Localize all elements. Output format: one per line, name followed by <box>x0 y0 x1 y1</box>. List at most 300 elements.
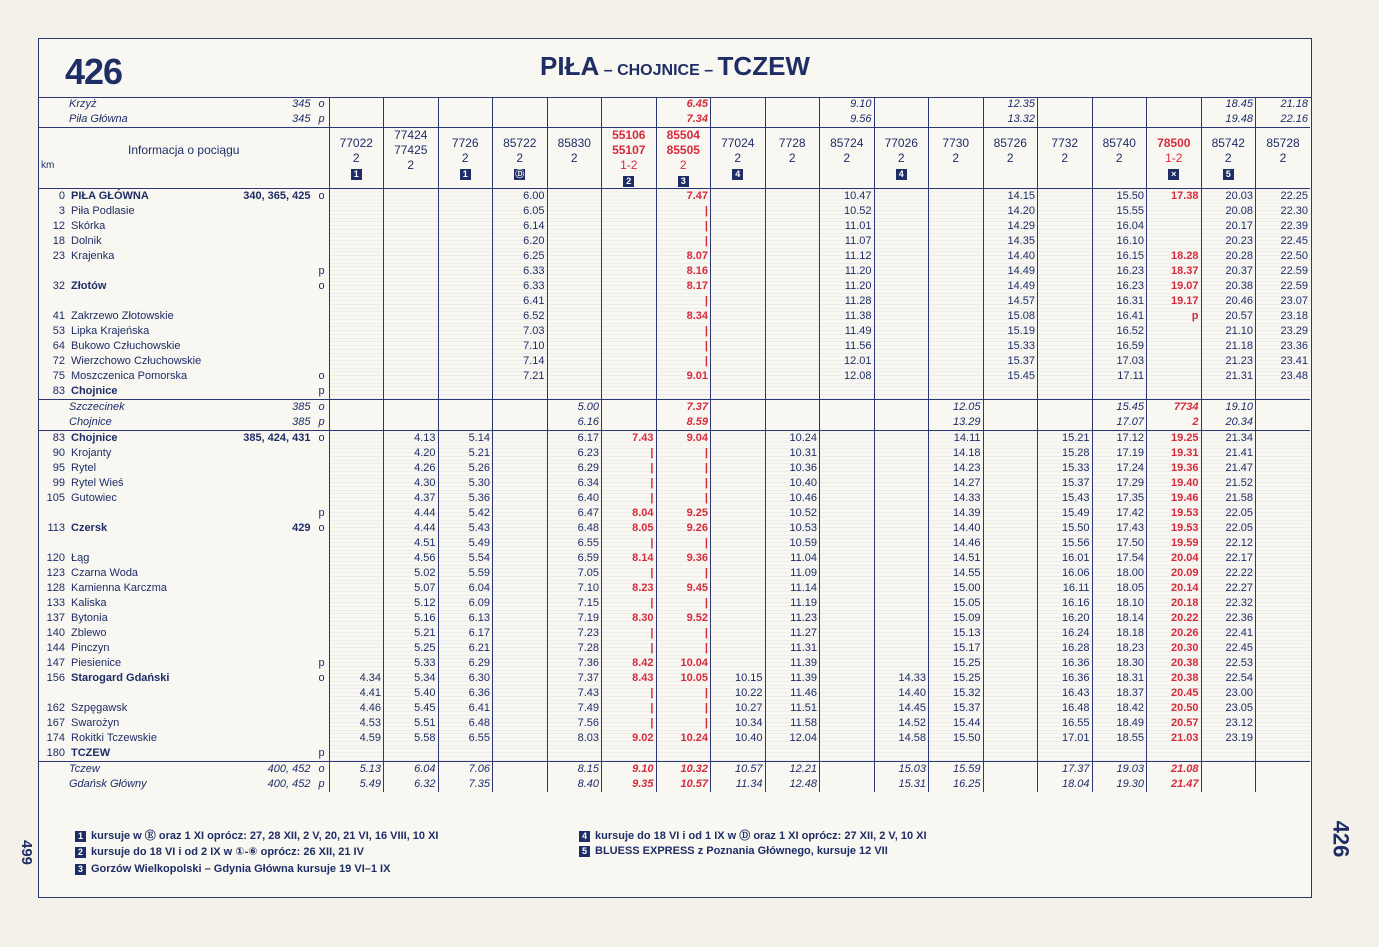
time-cell: 20.26 <box>1147 626 1202 641</box>
time-cell <box>983 581 1038 596</box>
km-value: 41 <box>52 310 65 322</box>
time-cell: 22.39 <box>1256 219 1311 234</box>
time-cell <box>1092 112 1147 128</box>
time-cell <box>329 626 384 641</box>
time-cell <box>329 339 384 354</box>
time-cell: 6.59 <box>547 551 602 566</box>
time-cell: 17.38 <box>1147 189 1202 205</box>
station-name: Piła Podlasie <box>71 205 135 217</box>
train-class: 2 <box>461 150 469 165</box>
time-cell: 23.48 <box>1256 369 1311 384</box>
time-cell: 11.20 <box>820 264 875 279</box>
time-cell: 17.54 <box>1092 551 1147 566</box>
time-cell: 15.43 <box>1038 491 1093 506</box>
time-cell: 21.52 <box>1201 476 1256 491</box>
time-cell: 10.53 <box>765 521 820 536</box>
station-name: Piła Główna <box>69 113 128 125</box>
time-cell: 6.13 <box>438 611 493 626</box>
time-cell: | <box>602 566 657 581</box>
km-value: 32 <box>52 280 65 292</box>
time-cell <box>1038 189 1093 205</box>
time-cell: 22.05 <box>1201 521 1256 536</box>
time-cell: 21.18 <box>1201 339 1256 354</box>
title-dash-1: – <box>599 62 618 79</box>
time-cell <box>602 234 657 249</box>
time-cell: 17.35 <box>1092 491 1147 506</box>
time-cell: p <box>1147 309 1202 324</box>
footnote-text: Gorzów Wielkopolski – Gdynia Główna kursuje 19 VI–1 IX <box>91 863 391 875</box>
time-cell: 23.18 <box>1256 309 1311 324</box>
time-cell: 9.02 <box>602 731 657 746</box>
time-cell: 20.46 <box>1201 294 1256 309</box>
time-cell <box>493 491 548 506</box>
time-cell <box>983 596 1038 611</box>
time-cell <box>874 234 929 249</box>
time-cell: 18.04 <box>1038 777 1093 792</box>
time-cell <box>438 204 493 219</box>
time-cell: 20.28 <box>1201 249 1256 264</box>
km-value: 18 <box>52 235 65 247</box>
time-cell <box>874 746 929 762</box>
time-cell <box>983 491 1038 506</box>
time-cell: 8.34 <box>656 309 711 324</box>
time-cell: 22.05 <box>1201 506 1256 521</box>
station-name: Zblewo <box>71 627 107 639</box>
time-cell <box>438 400 493 416</box>
station-cell <box>39 506 329 521</box>
time-cell: | <box>656 234 711 249</box>
time-cell <box>384 112 439 128</box>
time-cell: 11.19 <box>765 596 820 611</box>
time-cell <box>874 219 929 234</box>
station-name: Rokitki Tczewskie <box>71 732 157 744</box>
time-cell: 9.26 <box>656 521 711 536</box>
time-cell: 9.10 <box>602 762 657 778</box>
time-cell: 6.04 <box>438 581 493 596</box>
route-ref: 345 <box>292 113 311 125</box>
feeder-row <box>39 762 1310 778</box>
station-name: Chojnice <box>71 432 118 444</box>
time-cell <box>983 731 1038 746</box>
time-cell <box>493 521 548 536</box>
time-cell <box>329 204 384 219</box>
route-ref: 400, 452 <box>267 763 311 775</box>
time-cell <box>820 476 875 491</box>
time-cell <box>983 551 1038 566</box>
time-cell <box>711 596 766 611</box>
train-class: 2 <box>1115 150 1123 165</box>
time-cell: 9.01 <box>656 369 711 384</box>
time-cell: 14.27 <box>929 476 984 491</box>
station-name: Rytel <box>71 462 97 474</box>
time-cell <box>547 279 602 294</box>
time-cell: 5.45 <box>384 701 439 716</box>
station-name: Chojnice <box>69 416 112 428</box>
time-cell <box>1256 566 1311 581</box>
time-cell: 15.33 <box>1038 461 1093 476</box>
time-cell: 9.45 <box>656 581 711 596</box>
time-cell <box>384 369 439 384</box>
train-header <box>1201 128 1256 189</box>
time-cell <box>1256 746 1311 762</box>
time-cell: 12.35 <box>983 97 1038 112</box>
time-cell <box>765 279 820 294</box>
time-cell <box>602 279 657 294</box>
time-cell: 23.41 <box>1256 354 1311 369</box>
time-cell <box>983 641 1038 656</box>
time-cell: 16.28 <box>1038 641 1093 656</box>
time-cell <box>874 596 929 611</box>
time-cell <box>820 491 875 506</box>
time-cell: 7.37 <box>547 671 602 686</box>
time-cell <box>493 656 548 671</box>
time-cell: 18.37 <box>1092 686 1147 701</box>
time-cell <box>1147 339 1202 354</box>
time-cell: 6.33 <box>493 264 548 279</box>
time-cell: 14.35 <box>983 234 1038 249</box>
time-cell <box>438 112 493 128</box>
route-ref: 429 <box>292 522 311 534</box>
time-cell: | <box>656 294 711 309</box>
time-cell: 12.48 <box>765 777 820 792</box>
time-cell <box>438 234 493 249</box>
time-cell <box>438 324 493 339</box>
time-cell: 5.16 <box>384 611 439 626</box>
station-name: Moszczenica Pomorska <box>71 370 188 382</box>
km-value: 144 <box>46 642 65 654</box>
time-cell <box>820 611 875 626</box>
time-cell <box>1256 400 1311 416</box>
station-name: Chojnice <box>71 385 118 397</box>
time-cell: 15.49 <box>1038 506 1093 521</box>
time-cell: 16.11 <box>1038 581 1093 596</box>
time-cell <box>711 384 766 400</box>
time-cell: 7.06 <box>438 762 493 778</box>
time-cell: 7.15 <box>547 596 602 611</box>
time-cell <box>329 506 384 521</box>
time-cell: 11.39 <box>765 656 820 671</box>
footnote-box: 3 <box>75 864 86 875</box>
time-cell <box>820 506 875 521</box>
time-cell <box>1256 596 1311 611</box>
km-value: 174 <box>46 732 65 744</box>
time-cell: 12.04 <box>765 731 820 746</box>
time-cell <box>983 686 1038 701</box>
time-cell: 18.42 <box>1092 701 1147 716</box>
km-value: 120 <box>46 552 65 564</box>
time-cell <box>711 309 766 324</box>
time-cell <box>329 384 384 400</box>
time-cell <box>493 641 548 656</box>
time-cell <box>1256 551 1311 566</box>
time-cell <box>547 249 602 264</box>
time-cell: | <box>656 566 711 581</box>
time-cell: | <box>602 446 657 461</box>
time-cell <box>1038 279 1093 294</box>
station-name: Zakrzewo Złotowskie <box>71 310 174 322</box>
time-cell: 20.18 <box>1147 596 1202 611</box>
station-row <box>39 461 1310 476</box>
time-cell: | <box>656 716 711 731</box>
time-cell: 19.40 <box>1147 476 1202 491</box>
station-cell <box>39 112 329 128</box>
time-cell <box>384 189 439 205</box>
time-cell <box>1038 112 1093 128</box>
time-cell <box>329 415 384 431</box>
time-cell <box>438 354 493 369</box>
km-value: 95 <box>52 462 65 474</box>
time-cell <box>820 566 875 581</box>
title-dash-2: – <box>699 62 718 79</box>
time-cell <box>929 309 984 324</box>
time-cell: 21.47 <box>1147 777 1202 792</box>
station-cell <box>39 279 329 294</box>
time-cell <box>983 521 1038 536</box>
time-cell: 11.28 <box>820 294 875 309</box>
time-cell <box>765 112 820 128</box>
station-name: Krzyż <box>69 98 97 110</box>
time-cell <box>711 626 766 641</box>
time-cell <box>384 234 439 249</box>
station-cell <box>39 415 329 431</box>
time-cell <box>384 746 439 762</box>
time-cell: 4.51 <box>384 536 439 551</box>
time-cell: 7.28 <box>547 641 602 656</box>
time-cell: 19.03 <box>1092 762 1147 778</box>
time-cell <box>765 189 820 205</box>
time-cell <box>602 339 657 354</box>
time-cell <box>384 97 439 112</box>
time-cell <box>438 264 493 279</box>
station-cell <box>39 294 329 309</box>
arr-dep-mark: o <box>318 763 325 775</box>
time-cell <box>820 777 875 792</box>
train-header <box>1092 128 1147 189</box>
route-ref: 385 <box>292 416 311 428</box>
time-cell: 12.01 <box>820 354 875 369</box>
station-row <box>39 446 1310 461</box>
time-cell: 18.31 <box>1092 671 1147 686</box>
station-cell <box>39 716 329 731</box>
time-cell: 15.05 <box>929 596 984 611</box>
time-cell: 8.30 <box>602 611 657 626</box>
station-cell <box>39 249 329 264</box>
time-cell: 15.50 <box>1038 521 1093 536</box>
time-cell <box>765 219 820 234</box>
time-cell <box>874 264 929 279</box>
time-cell <box>329 491 384 506</box>
time-cell: 20.38 <box>1147 656 1202 671</box>
train-note-box: 3 <box>678 176 689 187</box>
time-cell: 20.38 <box>1147 671 1202 686</box>
route-ref: 385 <box>292 401 311 413</box>
time-cell <box>983 656 1038 671</box>
time-cell: | <box>602 461 657 476</box>
time-cell: 8.43 <box>602 671 657 686</box>
time-cell <box>874 626 929 641</box>
time-cell <box>983 461 1038 476</box>
time-cell: 16.06 <box>1038 566 1093 581</box>
time-cell: 10.24 <box>765 431 820 447</box>
time-cell: 10.47 <box>820 189 875 205</box>
time-cell <box>820 400 875 416</box>
time-cell: 7.43 <box>602 431 657 447</box>
station-row <box>39 491 1310 506</box>
time-cell: 18.30 <box>1092 656 1147 671</box>
station-row <box>39 189 1310 205</box>
train-header <box>1147 128 1202 189</box>
time-cell: 10.04 <box>656 656 711 671</box>
time-cell: 10.36 <box>765 461 820 476</box>
time-cell: 15.25 <box>929 656 984 671</box>
train-note-box: 1 <box>460 169 471 180</box>
time-cell: 4.30 <box>384 476 439 491</box>
time-cell <box>493 671 548 686</box>
time-cell <box>711 491 766 506</box>
time-cell <box>1256 626 1311 641</box>
time-cell: 5.54 <box>438 551 493 566</box>
time-cell: 6.41 <box>438 701 493 716</box>
time-cell <box>929 97 984 112</box>
time-cell: 21.31 <box>1201 369 1256 384</box>
time-cell <box>329 324 384 339</box>
time-cell <box>493 596 548 611</box>
time-cell: 22.12 <box>1201 536 1256 551</box>
time-cell <box>493 581 548 596</box>
station-cell <box>39 581 329 596</box>
train-class: 1-2 <box>620 158 638 172</box>
time-cell: 5.51 <box>384 716 439 731</box>
station-cell <box>39 97 329 112</box>
station-row <box>39 701 1310 716</box>
station-cell <box>39 701 329 716</box>
time-cell <box>874 189 929 205</box>
time-cell: 9.10 <box>820 97 875 112</box>
time-cell: 15.37 <box>983 354 1038 369</box>
time-cell <box>711 219 766 234</box>
time-cell <box>711 656 766 671</box>
time-cell: 5.58 <box>384 731 439 746</box>
time-cell <box>384 219 439 234</box>
time-cell <box>765 400 820 416</box>
time-cell: 6.32 <box>384 777 439 792</box>
title-via: CHOJNICE <box>617 62 700 79</box>
time-cell: 11.49 <box>820 324 875 339</box>
time-cell: 18.10 <box>1092 596 1147 611</box>
train-class: 2 <box>407 158 415 172</box>
time-cell <box>329 521 384 536</box>
time-cell: | <box>602 701 657 716</box>
km-label: km <box>41 160 55 171</box>
station-name: Czarna Woda <box>71 567 139 579</box>
time-cell <box>602 294 657 309</box>
time-cell: 22.53 <box>1201 656 1256 671</box>
time-cell <box>874 461 929 476</box>
time-cell: 20.14 <box>1147 581 1202 596</box>
time-cell: 14.40 <box>983 249 1038 264</box>
time-cell: 20.34 <box>1201 415 1256 431</box>
time-cell <box>329 611 384 626</box>
station-cell <box>39 431 329 447</box>
time-cell: 14.51 <box>929 551 984 566</box>
time-cell: 18.00 <box>1092 566 1147 581</box>
time-cell <box>820 521 875 536</box>
time-cell <box>493 626 548 641</box>
station-cell <box>39 596 329 611</box>
time-cell: 11.34 <box>711 777 766 792</box>
feeder-row <box>39 97 1310 112</box>
time-cell <box>711 536 766 551</box>
time-cell: 9.25 <box>656 506 711 521</box>
time-cell: 23.05 <box>1201 701 1256 716</box>
station-row <box>39 596 1310 611</box>
time-cell <box>874 204 929 219</box>
time-cell <box>493 611 548 626</box>
time-cell: 4.20 <box>384 446 439 461</box>
train-class: 2 <box>1224 150 1232 165</box>
time-cell: 4.41 <box>329 686 384 701</box>
km-value: 156 <box>46 672 65 684</box>
station-cell <box>39 189 329 205</box>
station-name: Łąg <box>71 552 90 564</box>
time-cell: 15.50 <box>1092 189 1147 205</box>
time-cell: 16.41 <box>1092 309 1147 324</box>
page-number-left: 499 <box>18 839 36 866</box>
time-cell <box>1147 234 1202 249</box>
time-cell <box>1147 204 1202 219</box>
station-row <box>39 731 1310 746</box>
time-cell <box>765 309 820 324</box>
time-cell <box>765 415 820 431</box>
km-value: 12 <box>52 220 65 232</box>
arr-dep-mark: o <box>318 370 325 382</box>
time-cell: 6.36 <box>438 686 493 701</box>
time-cell: 16.15 <box>1092 249 1147 264</box>
time-cell <box>874 384 929 400</box>
time-cell <box>983 762 1038 778</box>
station-name: Bukowo Człuchowskie <box>71 340 181 352</box>
time-cell <box>1038 354 1093 369</box>
train-class: 2 <box>679 158 687 172</box>
time-cell <box>1256 581 1311 596</box>
time-cell: 7.23 <box>547 626 602 641</box>
time-cell: 10.05 <box>656 671 711 686</box>
time-cell: 10.57 <box>711 762 766 778</box>
time-cell <box>711 400 766 416</box>
time-cell: 20.23 <box>1201 234 1256 249</box>
time-cell: 21.41 <box>1201 446 1256 461</box>
time-cell <box>329 189 384 205</box>
time-cell: 5.59 <box>438 566 493 581</box>
time-cell <box>929 234 984 249</box>
time-cell: 12.08 <box>820 369 875 384</box>
time-cell: | <box>602 596 657 611</box>
time-cell <box>983 611 1038 626</box>
time-cell <box>438 249 493 264</box>
time-cell: 17.01 <box>1038 731 1093 746</box>
km-value: 0 <box>58 190 65 202</box>
time-cell <box>820 581 875 596</box>
time-cell <box>602 415 657 431</box>
train-class: 2 <box>1061 150 1069 165</box>
time-cell <box>1256 762 1311 778</box>
time-cell <box>438 294 493 309</box>
time-cell <box>438 219 493 234</box>
time-cell: 5.30 <box>438 476 493 491</box>
time-cell: 4.46 <box>329 701 384 716</box>
time-cell <box>493 536 548 551</box>
station-row <box>39 581 1310 596</box>
